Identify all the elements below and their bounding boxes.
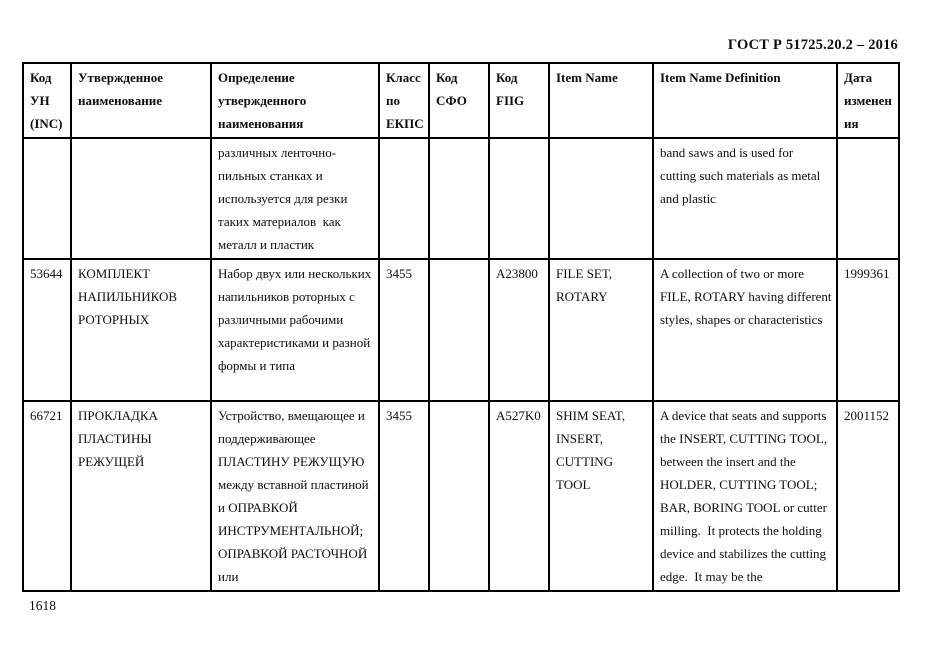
cell-change-date xyxy=(837,138,899,259)
cell-definition-ru: различных ленточно-пильных станках и используется для резки таких материалов как металл и пластик xyxy=(211,138,379,259)
document-standard-header: ГОСТ Р 51725.20.2 – 2016 xyxy=(727,37,898,53)
cell-approved-name: КОМПЛЕКТ НАПИЛЬНИКОВ РОТОРНЫХ xyxy=(71,259,211,401)
col-header-change-date: Дата изменения xyxy=(837,63,899,138)
table-row xyxy=(23,401,899,591)
cell-approved-name: ПРОКЛАДКА ПЛАСТИНЫ РЕЖУЩЕЙ xyxy=(71,401,211,591)
cell-ekps-class xyxy=(379,138,429,259)
cell-item-name-definition: A device that seats and supports the INSERT, CUTTING TOOL, between the insert and the HOLDER, CUTTING TOOL; BAR, BORING TOOL or cutter milling. It protects the holding device and stabilizes the cutting edge. It may be the xyxy=(653,401,837,591)
col-header-ekps-class: Класс по ЕКПС xyxy=(379,63,429,138)
cell-fiig-code xyxy=(489,138,549,259)
cell-change-date: 1999361 xyxy=(837,259,899,401)
col-header-inc-code: Код УН (INC) xyxy=(23,63,71,138)
cell-inc-code: 66721 xyxy=(23,401,71,591)
col-header-approved-name: Утвержденное наименование xyxy=(71,63,211,138)
cell-sfo-code xyxy=(429,259,489,401)
cell-item-name-definition: band saws and is used for cutting such materials as metal and plastic xyxy=(653,138,837,259)
col-header-fiig-code: Код FIIG xyxy=(489,63,549,138)
table-header-row xyxy=(23,63,899,138)
page-number: 1618 xyxy=(29,598,56,613)
cell-item-name: FILE SET, ROTARY xyxy=(549,259,653,401)
table-row xyxy=(23,138,899,259)
cell-inc-code xyxy=(23,138,71,259)
col-header-item-name-definition: Item Name Definition xyxy=(653,63,837,138)
cell-ekps-class: 3455 xyxy=(379,401,429,591)
cell-inc-code: 53644 xyxy=(23,259,71,401)
cell-fiig-code: A23800 xyxy=(489,259,549,401)
cell-item-name xyxy=(549,138,653,259)
table-row xyxy=(23,259,899,401)
cell-definition-ru: Устройство, вмещающее и поддерживающее ПЛАСТИНУ РЕЖУЩУЮ между вставной пластиной и ОПРАВКОЙ ИНСТРУМЕНТАЛЬНОЙ; ОПРАВКОЙ РАСТОЧНОЙ или xyxy=(211,401,379,591)
cell-change-date: 2001152 xyxy=(837,401,899,591)
cell-fiig-code: A527K0 xyxy=(489,401,549,591)
cell-definition-ru: Набор двух или нескольких напильников роторных с различными рабочими характеристиками и разной формы и типа xyxy=(211,259,379,401)
col-header-definition-ru: Определение утвержденного наименования xyxy=(211,63,379,138)
cell-sfo-code xyxy=(429,401,489,591)
col-header-item-name: Item Name xyxy=(549,63,653,138)
cell-ekps-class: 3455 xyxy=(379,259,429,401)
cell-sfo-code xyxy=(429,138,489,259)
cell-item-name: SHIM SEAT, INSERT, CUTTING TOOL xyxy=(549,401,653,591)
cell-item-name-definition: A collection of two or more FILE, ROTARY having different styles, shapes or characteristics xyxy=(653,259,837,401)
cell-approved-name xyxy=(71,138,211,259)
item-definitions-table xyxy=(22,62,900,592)
col-header-sfo-code: Код СФО xyxy=(429,63,489,138)
